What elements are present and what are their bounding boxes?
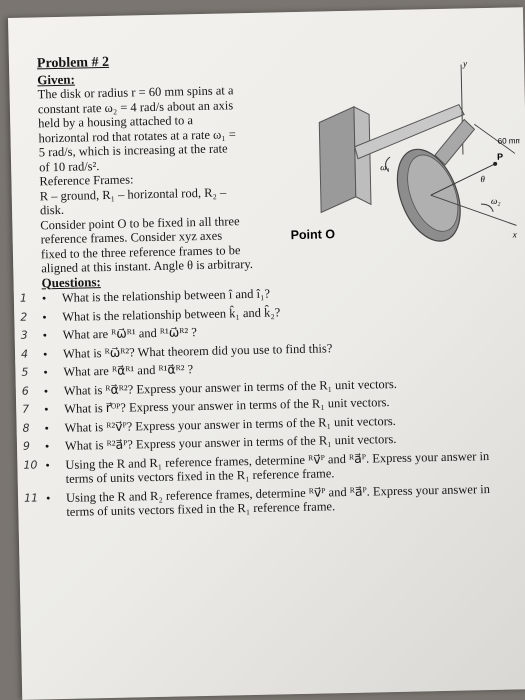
bullet-icon: • xyxy=(43,383,49,398)
question-text: What is the relationship between k̂₁ and k̂₂? xyxy=(62,304,281,324)
question-text: What are ᴿω⃗ᴿ¹ and ᴿ¹ω⃗ᴿ² ? xyxy=(62,325,197,342)
given-line: disk. xyxy=(39,202,65,218)
problem-title: Problem # 2 xyxy=(36,54,110,72)
bullet-icon: • xyxy=(42,309,47,324)
handwritten-number: 1 xyxy=(19,291,28,305)
handwritten-number: 6 xyxy=(21,384,29,398)
bullet-icon: • xyxy=(45,490,51,505)
given-line: The disk or radius r = 60 mm spins at a xyxy=(37,83,234,102)
bullet-icon: • xyxy=(44,439,50,454)
x-axis-label: x xyxy=(512,229,517,240)
question-text: What are ᴿα⃗ᴿ¹ and ᴿ¹α⃗ᴿ² ? xyxy=(63,362,194,379)
question-text: Using the R and R₂ reference frames, determine ᴿv⃗ᴾ and ᴿa⃗ᴾ. Express your answer in terms of units vectors fixed in the R₁ reference frame. xyxy=(65,481,491,519)
given-line: of 10 rad/s². xyxy=(38,158,100,174)
question-text: Using the R and R₁ reference frames, determine ᴿv⃗ᴾ and ᴿa⃗ᴾ. Express your answer in terms of units vectors fixed in the R₁ reference frame. xyxy=(65,448,490,486)
given-line: Consider point O to be fixed in all three xyxy=(40,213,240,232)
point-o-label: Point O xyxy=(290,227,336,243)
given-line: reference frames. Consider xyz axes xyxy=(40,228,223,247)
theta-label: θ xyxy=(480,174,486,185)
handwritten-number: 3 xyxy=(20,328,28,342)
bullet-icon: • xyxy=(42,346,48,361)
question-text: What is ᴿω⃗ᴿ²? What theorem did you use to find this? xyxy=(62,340,333,361)
omega1-label: ω₁ xyxy=(380,162,390,173)
given-line: constant rate ω₂ = 4 rad/s about an axis xyxy=(37,97,234,116)
handwritten-number: 2 xyxy=(20,310,28,324)
given-line: horizontal rod that rotates at a rate ω₁ = xyxy=(38,126,236,145)
questions-heading: Questions: xyxy=(41,273,101,290)
given-line: Reference Frames: xyxy=(39,172,134,189)
worksheet-page xyxy=(8,7,525,700)
given-line: held by a housing attached to a xyxy=(38,113,194,131)
omega2-label: ω₂ xyxy=(490,195,501,206)
question-item xyxy=(23,448,516,487)
handwritten-number: 10 xyxy=(23,457,38,472)
problem-content xyxy=(19,48,517,524)
question-item xyxy=(23,481,517,520)
handwritten-number: 8 xyxy=(22,421,30,435)
bullet-icon: • xyxy=(42,328,48,343)
given-line: aligned at this instant. Angle θ is arbitrary. xyxy=(41,256,254,276)
given-line: 5 rad/s, which is increasing at the rate xyxy=(38,141,228,160)
handwritten-number: 11 xyxy=(23,490,39,505)
given-paragraph xyxy=(37,83,271,276)
questions-list xyxy=(19,282,517,520)
handwritten-number: 9 xyxy=(22,439,31,453)
question-text: What is ᴿα⃗ᴿ²? Express your answer in terms of the R₁ unit vectors. xyxy=(63,376,398,398)
question-text: What is the relationship between î and î₁? xyxy=(61,286,271,305)
bullet-icon: • xyxy=(41,291,47,306)
given-line: fixed to the three reference frames to be xyxy=(40,242,241,261)
radius-label: 60 mm xyxy=(497,136,523,146)
handwritten-number: 7 xyxy=(22,402,30,416)
question-text: What is r⃗ᴼᴾ? Express your answer in terms of the R₁ unit vectors. xyxy=(64,395,390,416)
bullet-icon: • xyxy=(44,402,49,417)
handwritten-number: 4 xyxy=(20,347,29,361)
given-heading: Given: xyxy=(37,71,76,87)
given-line: R – ground, R₁ – horizontal rod, R₂ – xyxy=(39,184,227,203)
bullet-icon: • xyxy=(45,457,50,472)
question-text: What is ᴿ²a⃗ᴾ? Express your answer in terms of the R₁ unit vectors. xyxy=(64,431,397,453)
y-axis-label: y xyxy=(462,58,468,69)
handwritten-number: 5 xyxy=(21,365,29,379)
question-text: What is ᴿ²v⃗ᴾ? Express your answer in terms of the R₁ unit vectors. xyxy=(64,413,396,435)
point-p-label: P xyxy=(496,151,504,162)
bullet-icon: • xyxy=(43,365,48,380)
bullet-icon: • xyxy=(44,420,50,435)
